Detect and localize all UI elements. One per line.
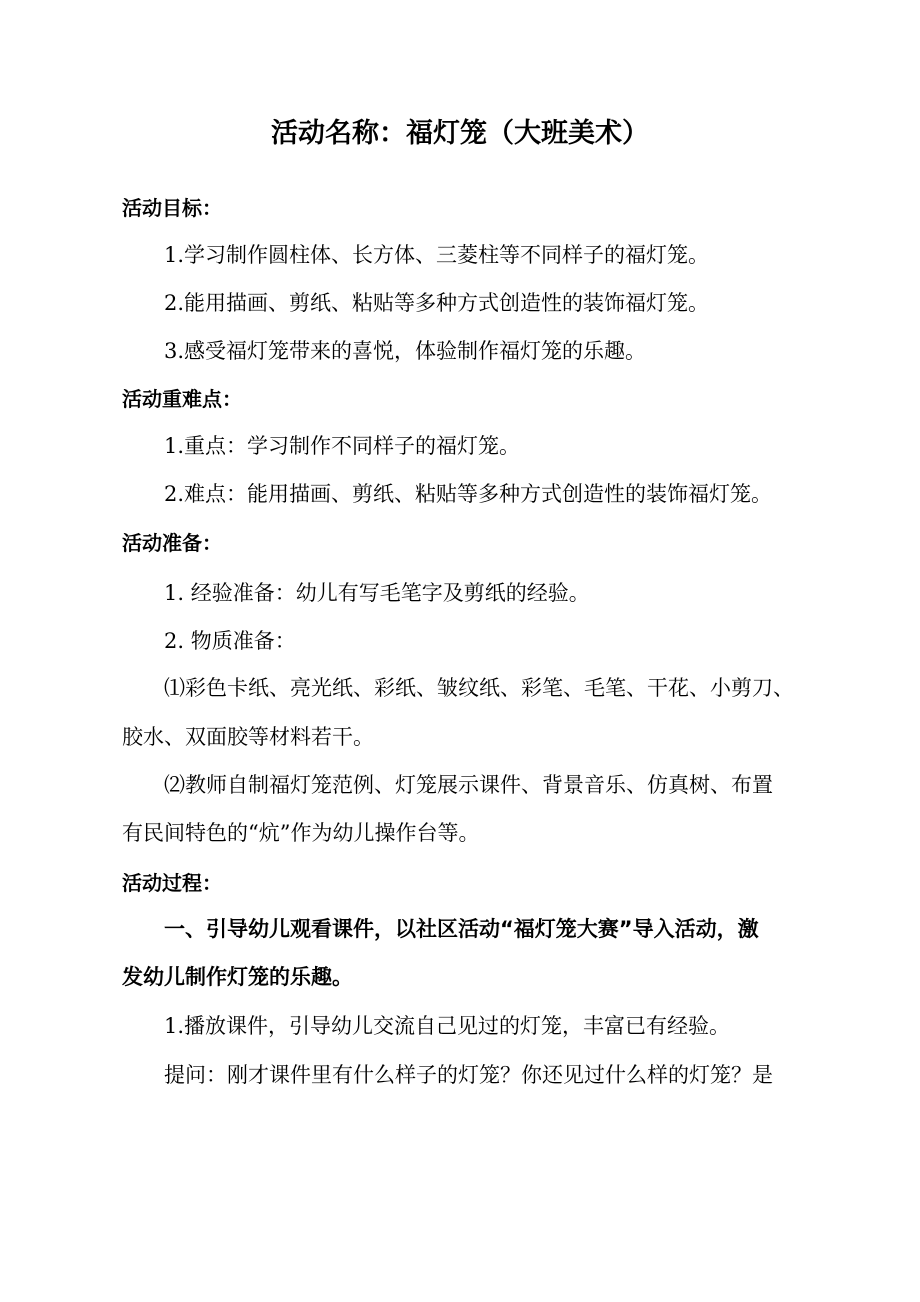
goal-item-3: 3.感受福灯笼带来的喜悦，体验制作福灯笼的乐趣。 bbox=[164, 339, 647, 363]
goal-item-1: 1.学习制作圆柱体、长方体、三菱柱等不同样子的福灯笼。 bbox=[164, 243, 710, 267]
key-point-item-1: 1.重点：学习制作不同样子的福灯笼。 bbox=[164, 434, 521, 458]
process-step-1-line-1: 一、引导幼儿观看课件，以社区活动“福灯笼大赛”导入活动，激 bbox=[164, 917, 759, 941]
material-2-line-2: 有民间特色的“炕”作为幼儿操作台等。 bbox=[122, 821, 480, 845]
goals-heading: 活动目标： bbox=[122, 196, 222, 220]
process-step-1-item-1: 1.播放课件，引导幼儿交流自己见过的灯笼，丰富已有经验。 bbox=[164, 1014, 731, 1038]
preparation-heading: 活动准备： bbox=[122, 531, 222, 555]
material-1-line-2: 胶水、双面胶等材料若干。 bbox=[122, 725, 374, 749]
process-heading: 活动过程： bbox=[122, 871, 222, 895]
document-title: 活动名称：福灯笼（大班美术） bbox=[271, 118, 649, 149]
preparation-item-2: 2. 物质准备： bbox=[164, 629, 296, 653]
key-point-item-2: 2.难点：能用描画、剪纸、粘贴等多种方式创造性的装饰福灯笼。 bbox=[164, 482, 773, 506]
material-1-line-1: ⑴彩色卡纸、亮光纸、彩纸、皱纹纸、彩笔、毛笔、干花、小剪刀、 bbox=[164, 676, 794, 700]
process-step-1-line-2: 发幼儿制作灯笼的乐趣。 bbox=[122, 965, 353, 989]
material-2-line-1: ⑵教师自制福灯笼范例、灯笼展示课件、背景音乐、仿真树、布置 bbox=[164, 773, 773, 797]
key-points-heading: 活动重难点： bbox=[122, 387, 242, 411]
goal-item-2: 2.能用描画、剪纸、粘贴等多种方式创造性的装饰福灯笼。 bbox=[164, 291, 710, 315]
preparation-item-1: 1. 经验准备：幼儿有写毛笔字及剪纸的经验。 bbox=[164, 581, 590, 605]
process-step-1-question: 提问：刚才课件里有什么样子的灯笼？你还见过什么样的灯笼？是 bbox=[164, 1063, 773, 1087]
